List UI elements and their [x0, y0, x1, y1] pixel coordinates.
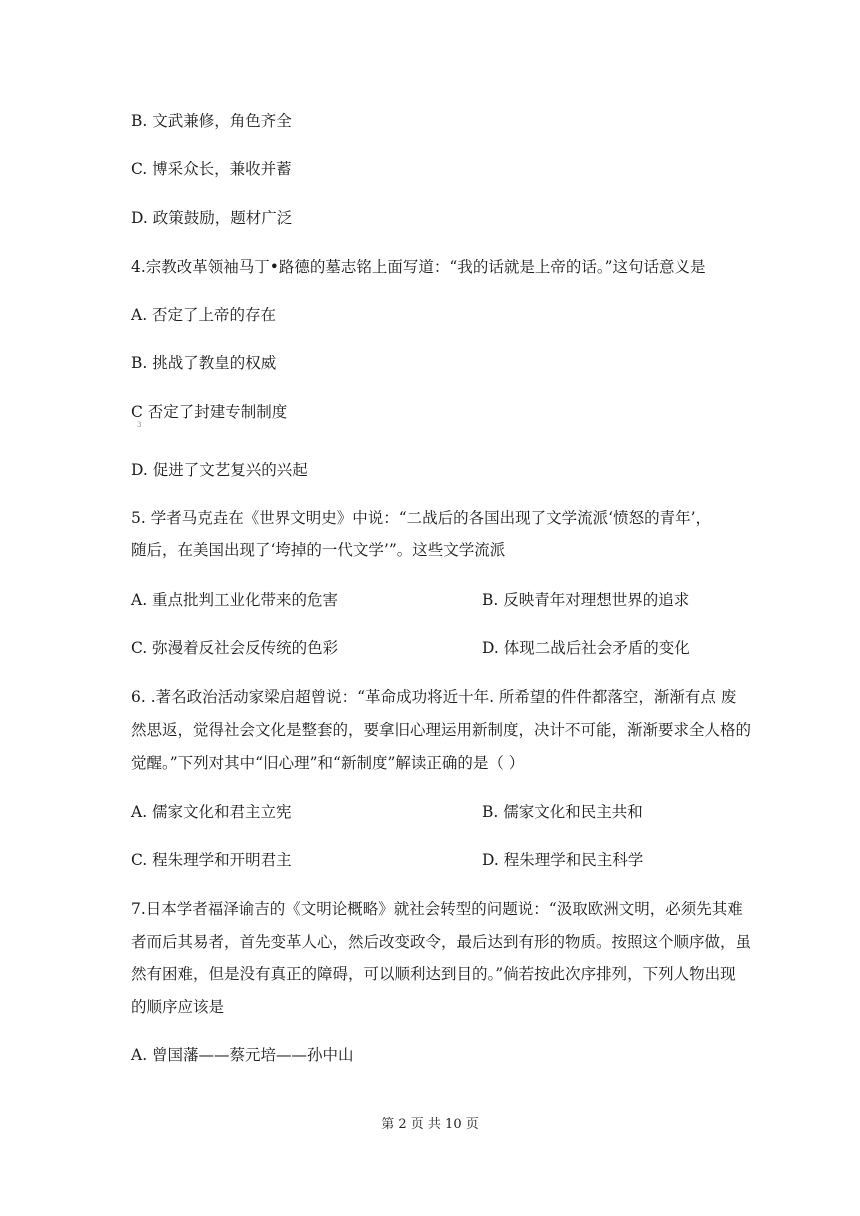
- q3-option-c: C. 博采众长，兼收并蓄: [131, 160, 292, 178]
- q7-option-a: A. 曾国藩——蔡元培——孙中山: [131, 1046, 354, 1064]
- q3-option-d: D. 政策鼓励，题材广泛: [131, 209, 293, 227]
- q6-stem-line3: 觉醒。”下列对其中“旧心理”和“新制度”解读正确的是（ ）: [131, 754, 525, 772]
- q4-stem: 4.宗教改革领袖马丁•路德的墓志铭上面写道：“我的话就是上帝的话。”这句话意义是: [131, 258, 706, 276]
- q6-stem-line1: 6. .著名政治活动家梁启超曾说：“革命成功将近十年. 所希望的件件都落空，渐渐有点 废: [131, 688, 737, 706]
- page-footer: 第 2 页 共 10 页: [381, 1117, 479, 1132]
- q4-option-b: B. 挑战了教皇的权威: [131, 354, 277, 372]
- q5-option-c: C. 弥漫着反社会反传统的色彩: [131, 639, 339, 657]
- q5-option-a: A. 重点批判工业化带来的危害: [131, 591, 339, 609]
- q5-option-d: D. 体现二战后社会矛盾的变化: [482, 639, 690, 657]
- q6-option-c: C. 程朱理学和开明君主: [131, 851, 292, 869]
- q6-option-b: B. 儒家文化和民主共和: [482, 803, 643, 821]
- q5-option-b: B. 反映青年对理想世界的追求: [482, 591, 690, 609]
- q6-option-d: D. 程朱理学和民主科学: [482, 851, 644, 869]
- q5-stem-line1: 5. 学者马克垚在《世界文明史》中说：“二战后的各国出现了文学流派‘愤怒的青年’，: [131, 509, 711, 527]
- q6-stem-line2: 然思返，觉得社会文化是整套的，要拿旧心理运用新制度，决计不可能，渐渐要求全人格的: [131, 721, 752, 739]
- stray-mark: 3: [137, 421, 142, 429]
- q4-option-a: A. 否定了上帝的存在: [131, 306, 277, 324]
- q4-option-d: D. 促进了文艺复兴的兴起: [131, 461, 308, 479]
- q5-stem-line2: 随后，在美国出现了‘垮掉的一代文学’”。这些文学流派: [131, 541, 506, 559]
- q4-option-c: C 否定了封建专制制度: [131, 403, 288, 421]
- q7-stem-line1: 7.日本学者福泽谕吉的《文明论概略》就社会转型的问题说：“汲取欧洲文明，必须先其难: [131, 900, 743, 918]
- q7-stem-line2: 者而后其易者，首先变革人心，然后改变政令，最后达到有形的物质。按照这个顺序做，虽: [131, 933, 752, 951]
- q3-option-b: B. 文武兼修，角色齐全: [131, 112, 292, 130]
- q6-option-a: A. 儒家文化和君主立宪: [131, 803, 292, 821]
- q7-stem-line3: 然有困难，但是没有真正的障碍，可以顺利达到目的。”倘若按此次序排列，下列人物出现: [131, 965, 736, 983]
- q7-stem-line4: 的顺序应该是: [131, 998, 225, 1016]
